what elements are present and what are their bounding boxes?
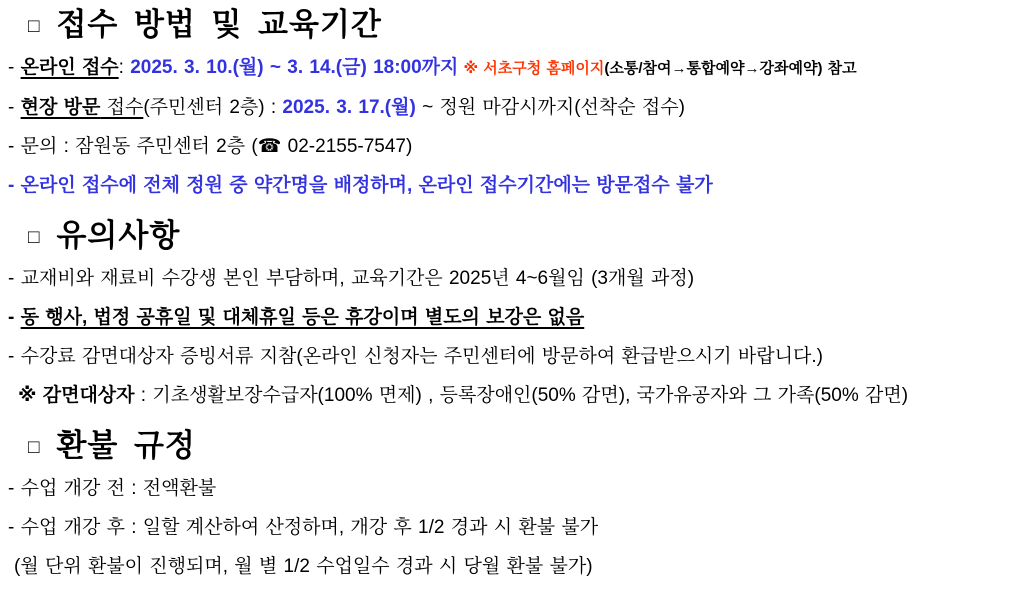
contact-phone-number: 02-2155-7547) (281, 136, 413, 157)
section-refund (8, 423, 1008, 580)
square-bullet-icon: □ (28, 436, 41, 458)
refund-after-start-text: - 수업 개강 후 : 일할 계산하여 산정하며, 개강 후 1/2 경과 시 환불 불가 (8, 517, 599, 538)
section-notes (8, 213, 1008, 409)
onsite-visit-label: 현장 방문 (20, 97, 101, 118)
section-title-refund (8, 423, 1008, 469)
section-title-text: 환불 규정 (56, 428, 196, 463)
homepage-reference-highlight: ※ 서초구청 홈페이지 (458, 60, 605, 77)
materials-cost-text: - 교재비와 재료비 수강생 본인 부담하며, 교육기간은 2025년 4~6월임 (3개월 과정) (8, 268, 695, 289)
section-body (8, 265, 1008, 409)
line-onsite-registration (8, 94, 1008, 121)
line-refund-monthly-note (8, 553, 1008, 580)
square-bullet-icon: □ (28, 226, 41, 248)
line-holiday-no-makeup (8, 304, 1008, 331)
section-title-text: 유의사항 (56, 218, 181, 253)
line-refund-before-start (8, 475, 1008, 502)
dash-prefix: - (8, 97, 21, 118)
line-refund-after-start (8, 514, 1008, 541)
holiday-no-makeup-text: 동 행사, 법정 공휴일 및 대체휴일 등은 휴강이며 별도의 보강은 없음 (20, 307, 585, 328)
refund-before-start-text: - 수업 개강 전 : 전액환불 (8, 478, 217, 499)
online-allocation-text: - 온라인 접수에 전체 정원 중 약간명을 배정하며, 온라인 접수기간에는 방문접수 불가 (8, 175, 713, 196)
telephone-icon: ☎ (257, 136, 282, 157)
line-materials-cost (8, 265, 1008, 292)
onsite-registration-date: 2025. 3. 17.(월) (282, 97, 416, 118)
discount-documents-text: - 수강료 감면대상자 증빙서류 지참(온라인 신청자는 주민센터에 방문하여 환급받으시기 바랍니다.) (8, 346, 823, 367)
online-registration-period: 2025. 3. 10.(월) ~ 3. 14.(금) 18:00까지 (130, 57, 459, 78)
refund-monthly-note-text: (월 단위 환불이 진행되며, 월 별 1/2 수업일수 경과 시 당월 환불 불가) (14, 556, 593, 577)
section-title-registration (8, 2, 1008, 48)
homepage-reference-path: (소통/참여→통합예약→강좌예약) 참고 (604, 60, 857, 77)
colon: : (118, 57, 131, 78)
contact-text: - 문의 : 잠원동 주민센터 2층 ( (8, 136, 258, 157)
onsite-location: (주민센터 2층) : (143, 97, 283, 118)
section-title-text: 접수 방법 및 교육기간 (56, 7, 382, 42)
square-bullet-icon: □ (28, 15, 41, 37)
dash-prefix: - (8, 307, 21, 328)
dash-prefix: - (8, 57, 21, 78)
onsite-registration-note: ~ 정원 마감시까지(선착순 접수) (415, 97, 685, 118)
discount-targets-label: ※ 감면대상자 (18, 385, 135, 406)
onsite-registration-label: 접수 (100, 97, 144, 118)
line-online-registration (8, 54, 1008, 82)
section-body (8, 475, 1008, 580)
section-body (8, 54, 1008, 199)
discount-targets-detail: : 기초생활보장수급자(100% 면제) , 등록장애인(50% 감면), 국가유공자와 그 가족(50% 감면) (134, 385, 909, 406)
line-contact (8, 133, 1008, 160)
line-discount-targets (8, 382, 1008, 409)
section-title-notes (8, 213, 1008, 259)
line-discount-documents (8, 343, 1008, 370)
online-registration-label: 온라인 접수 (20, 57, 119, 78)
section-registration (8, 2, 1008, 199)
line-online-allocation-notice (8, 172, 1008, 199)
